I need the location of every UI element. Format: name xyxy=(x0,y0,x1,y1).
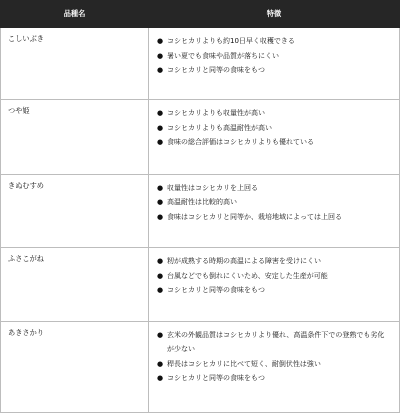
feature-item xyxy=(157,135,391,150)
feature-text: 暑い夏でも食味や品質が落ちにくい xyxy=(167,51,279,60)
feature-item xyxy=(157,106,391,121)
feature-text: 食味はコシヒカリと同等か、栽培地域によっては上回る xyxy=(167,212,342,221)
feature-item xyxy=(157,328,391,357)
bullet-icon: ● xyxy=(157,37,164,45)
feature-list xyxy=(157,34,391,78)
variety-name: あきさかり xyxy=(1,321,149,412)
feature-text: 稈長はコシヒカリに比べて短く、耐倒伏性は強い xyxy=(167,359,321,368)
feature-item xyxy=(157,181,391,196)
feature-list xyxy=(157,106,391,150)
bullet-icon: ● xyxy=(157,374,164,383)
variety-name: つや姫 xyxy=(1,100,149,175)
feature-item xyxy=(157,357,391,372)
feature-item xyxy=(157,269,391,284)
table-row xyxy=(1,174,400,247)
features-cell xyxy=(149,248,400,321)
bullet-icon: ● xyxy=(157,183,164,192)
bullet-icon: ● xyxy=(157,330,164,339)
feature-text: コシヒカリと同等の食味をもつ xyxy=(167,66,265,74)
bullet-icon: ● xyxy=(157,138,164,147)
table-row xyxy=(1,248,400,321)
table-row xyxy=(1,100,400,175)
header-variety-name: 品種名 xyxy=(1,1,149,28)
feature-item xyxy=(157,283,391,298)
feature-text: コシヒカリよりも収量性が高い xyxy=(167,109,265,118)
variety-name: きぬむすめ xyxy=(1,174,149,247)
feature-item xyxy=(157,121,391,136)
bullet-icon: ● xyxy=(157,359,164,368)
bullet-icon: ● xyxy=(157,66,164,74)
feature-list xyxy=(157,181,391,225)
feature-text: コシヒカリと同等の食味をもつ xyxy=(167,374,265,383)
header-features: 特徴 xyxy=(149,1,400,28)
feature-text: 籾が成熟する時期の高温による障害を受けにくい xyxy=(167,257,321,266)
feature-item xyxy=(157,371,391,386)
variety-name: ふさこがね xyxy=(1,248,149,321)
feature-item xyxy=(157,254,391,269)
features-cell xyxy=(149,100,400,175)
feature-text: 高温耐性は比較的高い xyxy=(167,198,237,207)
variety-name: こしいぶき xyxy=(1,28,149,100)
feature-item xyxy=(157,49,391,64)
feature-text: コシヒカリと同等の食味をもつ xyxy=(167,286,265,295)
bullet-icon: ● xyxy=(157,109,164,118)
feature-list xyxy=(157,254,391,298)
feature-item xyxy=(157,63,391,78)
features-cell xyxy=(149,174,400,247)
feature-text: コシヒカリよりも約10日早く収穫できる xyxy=(167,37,295,45)
features-cell xyxy=(149,321,400,412)
feature-list xyxy=(157,328,391,386)
bullet-icon: ● xyxy=(157,212,164,221)
table-header-row xyxy=(1,1,400,28)
feature-text: 玄米の外観品質はコシヒカリより優れ、高温条件下での登熟でも劣化が少ない xyxy=(167,330,385,354)
bullet-icon: ● xyxy=(157,257,164,266)
table-row xyxy=(1,321,400,412)
feature-item xyxy=(157,210,391,225)
bullet-icon: ● xyxy=(157,123,164,132)
feature-text: コシヒカリよりも高温耐性が高い xyxy=(167,123,272,132)
feature-text: 収量性はコシヒカリを上回る xyxy=(167,183,258,192)
feature-text: 台風などでも倒れにくいため、安定した生産が可能 xyxy=(167,271,328,280)
bullet-icon: ● xyxy=(157,198,164,207)
features-cell xyxy=(149,28,400,100)
feature-item xyxy=(157,195,391,210)
feature-text: 食味の総合評価はコシヒカリよりも優れている xyxy=(167,138,314,147)
feature-item xyxy=(157,34,391,49)
bullet-icon: ● xyxy=(157,286,164,295)
table-row xyxy=(1,28,400,100)
bullet-icon: ● xyxy=(157,271,164,280)
bullet-icon: ● xyxy=(157,51,164,60)
